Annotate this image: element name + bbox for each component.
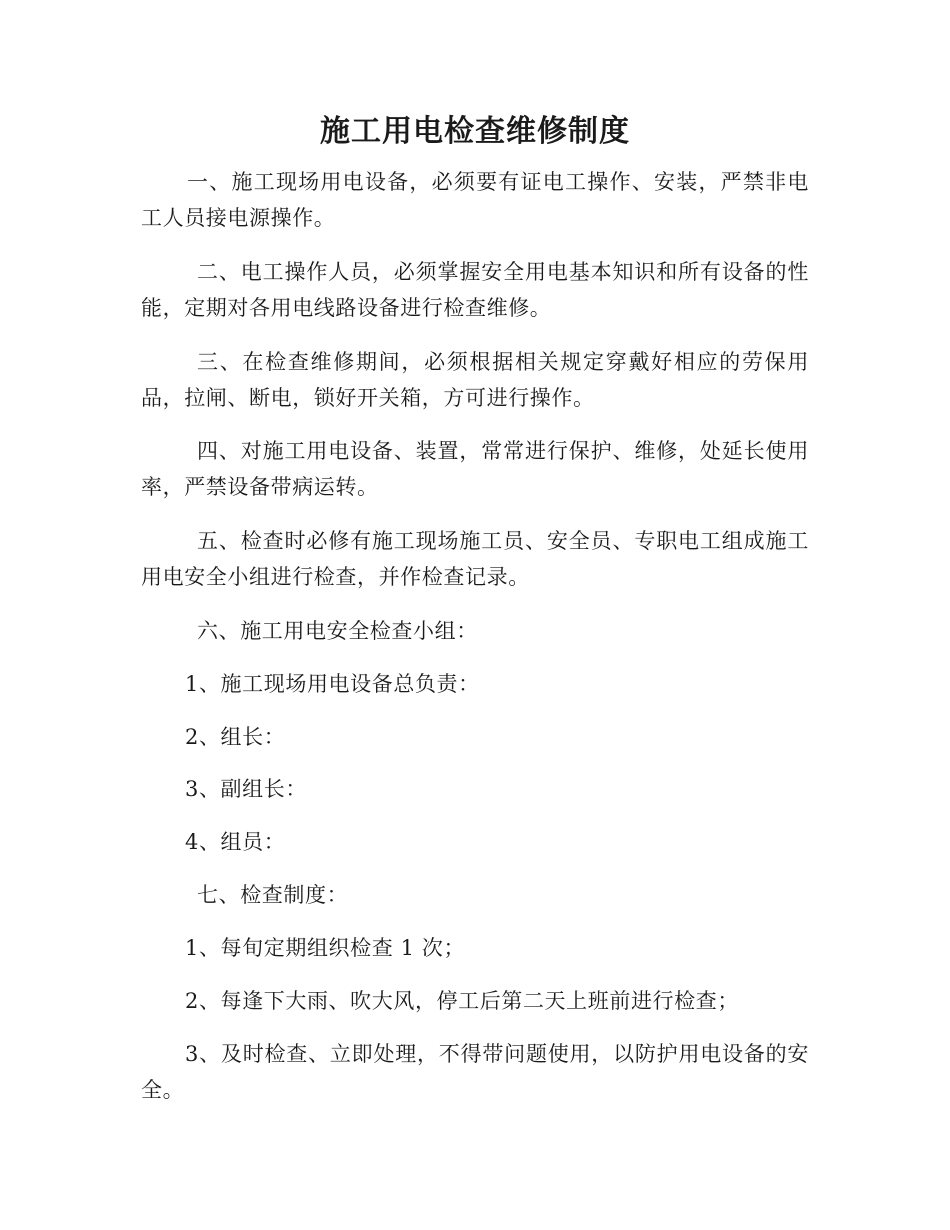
document-title: 施工用电检查维修制度 <box>320 114 630 149</box>
section-6-item-2: 2、组长： <box>185 725 286 749</box>
section-6-item-3: 3、副组长： <box>185 777 307 801</box>
section-7-item-2: 2、每逢下大雨、吹大风，停工后第二天上班前进行检查； <box>185 989 739 1013</box>
section-7-heading: 七、检查制度： <box>197 883 349 907</box>
paragraph-3: 三、在检查维修期间，必须根据相关规定穿戴好相应的劳保用品，拉闸、断电，锁好开关箱，方可进行操作。 <box>141 350 809 410</box>
section-6-item-1: 1、施工现场用电设备总负责： <box>185 672 480 696</box>
section-7-item-1: 1、每旬定期组织检查 1 次； <box>185 936 466 960</box>
section-6-heading: 六、施工用电安全检查小组： <box>197 619 478 643</box>
paragraph-5: 五、检查时必修有施工现场施工员、安全员、专职电工组成施工用电安全小组进行检查，并作检查记录。 <box>141 529 809 589</box>
section-6-item-4: 4、组员： <box>185 830 286 854</box>
paragraph-1: 一、施工现场用电设备，必须要有证电工操作、安装，严禁非电工人员接电源操作。 <box>141 170 809 230</box>
section-7-item-3: 3、及时检查、立即处理，不得带问题使用，以防护用电设备的安全。 <box>141 1042 809 1102</box>
paragraph-2: 二、电工操作人员，必须掌握安全用电基本知识和所有设备的性能，定期对各用电线路设备进行检查维修。 <box>141 260 809 320</box>
paragraph-4: 四、对施工用电设备、装置，常常进行保护、维修，处延长使用率，严禁设备带病运转。 <box>141 439 809 499</box>
